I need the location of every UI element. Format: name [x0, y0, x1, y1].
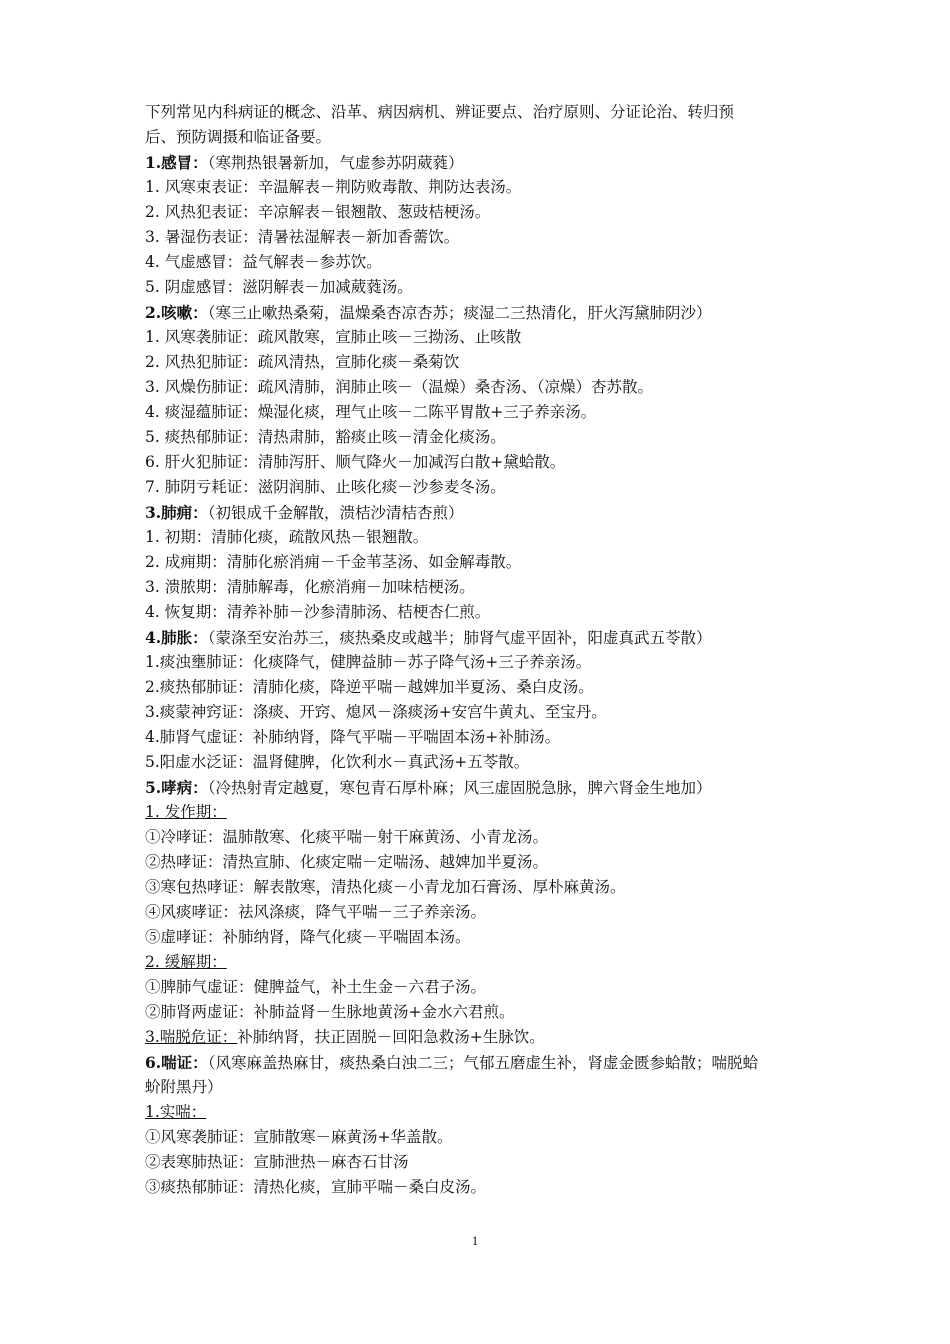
subsection-label-line: [145, 1025, 825, 1050]
subsection-label: 1.实喘：: [145, 1103, 207, 1121]
list-item: ②表寒肺热证：宣肺泄热－麻杏石甘汤: [145, 1153, 409, 1171]
section-mnemonic: （初银成千金解散，溃桔沙清桔杏煎）: [207, 504, 464, 522]
list-item: ①脾肺气虚证：健脾益气，补土生金－六君子汤。: [145, 978, 487, 996]
section-mnemonic: （冷热射青定越夏，寒包青石厚朴麻；风三虚固脱急脉，脾六肾金生地加）: [207, 779, 712, 797]
list-item: 1. 风寒束表证：辛温解表－荆防败毒散、荆防达表汤。: [145, 178, 522, 196]
subsection-label: 2. 缓解期：: [145, 953, 227, 971]
section-heading-line: [145, 625, 825, 650]
subsection-label-line: [145, 1100, 825, 1125]
list-item: ②热哮证：清热宣肺、化痰定喘－定喘汤、越婢加半夏汤。: [145, 853, 549, 871]
list-item: 2.痰热郁肺证：清肺化痰，降逆平喘－越婢加半夏汤、桑白皮汤。: [145, 678, 594, 696]
section-heading-line: [145, 150, 825, 175]
list-item: 3. 暑湿伤表证：清暑祛湿解表－新加香薷饮。: [145, 228, 460, 246]
list-item: 1. 初期：清肺化痰，疏散风热－银翘散。: [145, 528, 429, 546]
list-item: 1. 风寒袭肺证：疏风散寒，宣肺止咳－三拗汤、止咳散: [145, 328, 522, 346]
list-item: ②肺肾两虚证：补肺益肾－生脉地黄汤+金水六君煎。: [145, 1003, 515, 1021]
page-content: [145, 100, 825, 1200]
list-item: ①风寒袭肺证：宣肺散寒－麻黄汤+华盖散。: [145, 1128, 453, 1146]
list-item: ③痰热郁肺证：清热化痰，宣肺平喘－桑白皮汤。: [145, 1178, 487, 1196]
subsection-label-line: [145, 950, 825, 975]
list-item: 5. 痰热郁肺证：清热肃肺，豁痰止咳－清金化痰汤。: [145, 428, 506, 446]
list-item: 2. 成痈期：清肺化瘀消痈－千金苇茎汤、如金解毒散。: [145, 553, 522, 571]
subsection-label-line: [145, 800, 825, 825]
section-title: 3.肺痈：: [145, 503, 208, 522]
list-item: 2. 风热犯肺证：疏风清热，宣肺化痰－桑菊饮: [145, 353, 460, 371]
list-item: 4. 痰湿蕴肺证：燥湿化痰，理气止咳－二陈平胃散+三子养亲汤。: [145, 403, 597, 421]
list-item: 3. 风燥伤肺证：疏风清肺，润肺止咳－（温燥）桑杏汤、（凉燥）杏苏散。: [145, 378, 653, 396]
list-item: 5. 阴虚感冒：滋阴解表－加减葳蕤汤。: [145, 278, 413, 296]
page-number: 1: [471, 1233, 479, 1248]
subsection-label: 3.喘脱危证：: [145, 1028, 238, 1046]
list-item: ④风痰哮证：祛风涤痰，降气平喘－三子养亲汤。: [145, 903, 487, 921]
intro-line: 后、预防调摄和临证备要。: [145, 128, 332, 146]
list-item: 4. 恢复期：清养补肺－沙参清肺汤、桔梗杏仁煎。: [145, 603, 491, 621]
section-heading-line: [145, 1050, 825, 1075]
section-heading-line: [145, 300, 825, 325]
section-title: 4.肺胀：: [145, 628, 208, 647]
section-title: 1.感冒：: [145, 153, 208, 172]
list-item: 3.痰蒙神窍证：涤痰、开窍、熄风－涤痰汤+安宫牛黄丸、至宝丹。: [145, 703, 607, 721]
section-title: 5.哮病：: [145, 778, 208, 797]
list-item: 5.阳虚水泛证：温肾健脾，化饮利水－真武汤+五苓散。: [145, 753, 530, 771]
section-heading-line: [145, 500, 825, 525]
list-item: 3. 溃脓期：清肺解毒，化瘀消痈－加味桔梗汤。: [145, 578, 475, 596]
list-item-text: 补肺纳肾，扶正固脱－回阳急救汤+生脉饮。: [237, 1028, 545, 1046]
list-item: 7. 肺阴亏耗证：滋阴润肺、止咳化痰－沙参麦冬汤。: [145, 478, 506, 496]
section-mnemonic: （风寒麻盖热麻甘，痰热桑白浊二三；气郁五磨虚生补，肾虚金匮参蛤散；喘脱蛤: [207, 1054, 758, 1072]
section-mnemonic: （蒙涤至安治苏三，痰热桑皮或越半；肺肾气虚平固补，阳虚真武五苓散）: [207, 629, 712, 647]
list-item: 4.肺肾气虚证：补肺纳肾，降气平喘－平喘固本汤+补肺汤。: [145, 728, 561, 746]
section-mnemonic: （寒三止嗽热桑菊，温燥桑杏凉杏苏；痰湿二三热清化，肝火泻黛肺阴沙）: [207, 304, 712, 322]
section-title: 6.喘证：: [145, 1053, 208, 1072]
list-item: 4. 气虚感冒：益气解表－参苏饮。: [145, 253, 382, 271]
section-mnemonic: （寒荆热银暑新加，气虚参苏阴葳蕤）: [207, 154, 464, 172]
list-item: 1.痰浊壅肺证：化痰降气，健脾益肺－苏子降气汤+三子养亲汤。: [145, 653, 592, 671]
list-item: 6. 肝火犯肺证：清肺泻肝、顺气降火－加减泻白散+黛蛤散。: [145, 453, 566, 471]
list-item: ①冷哮证：温肺散寒、化痰平喘－射干麻黄汤、小青龙汤。: [145, 828, 549, 846]
subsection-label: 1. 发作期：: [145, 803, 227, 821]
list-item: 2. 风热犯表证：辛凉解表－银翘散、葱豉桔梗汤。: [145, 203, 491, 221]
section-heading-line: [145, 775, 825, 800]
list-item: ③寒包热哮证：解表散寒，清热化痰－小青龙加石膏汤、厚朴麻黄汤。: [145, 878, 626, 896]
list-item: ⑤虚哮证：补肺纳肾，降气化痰－平喘固本汤。: [145, 928, 471, 946]
section-title: 2.咳嗽：: [145, 303, 208, 322]
intro-line: 下列常见内科病证的概念、沿革、病因病机、辨证要点、治疗原则、分证论治、转归预: [145, 103, 735, 121]
section-mnemonic-continued: 蚧附黑丹）: [145, 1078, 223, 1096]
